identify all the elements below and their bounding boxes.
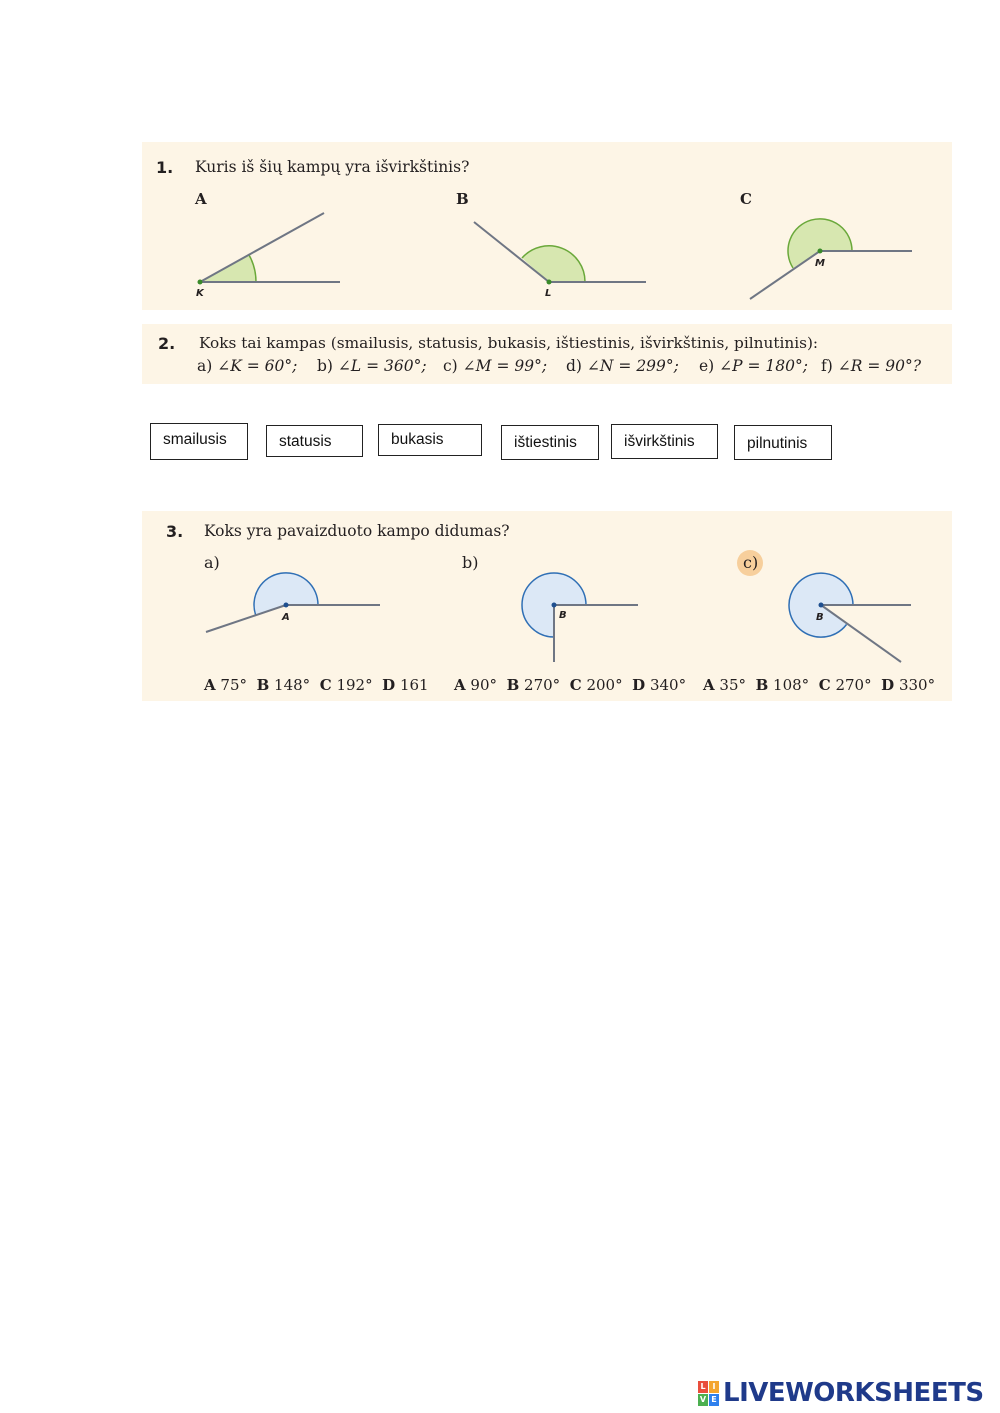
task1-option-a-label: A xyxy=(195,190,207,208)
angle-3a-sector xyxy=(254,573,318,616)
angle-a-vertex-label: K xyxy=(196,288,204,299)
option-letter: A xyxy=(703,676,715,694)
task3-figures xyxy=(0,0,1000,700)
option-letter: C xyxy=(818,676,831,694)
task2-item-e: e) ∠P = 180°; xyxy=(699,357,808,375)
task2-item-c: c) ∠M = 99°; xyxy=(443,357,548,375)
option-letter: C xyxy=(569,676,582,694)
task3-part-b-label: b) xyxy=(462,553,479,572)
angle-b-vertex-label: L xyxy=(545,288,552,299)
option-letter: D xyxy=(881,676,895,694)
task3-part-c-options: A 35° B 108° C 270° D 330° xyxy=(703,676,936,694)
answer-box-isvirkstinis[interactable]: išvirkštinis xyxy=(611,424,718,459)
option-letter: B xyxy=(755,676,769,694)
task1-number: 1. xyxy=(156,158,174,177)
option-letter: C xyxy=(319,676,332,694)
angle-3c-vertex-label: B xyxy=(816,612,824,623)
option-letter: D xyxy=(382,676,396,694)
option-letter: B xyxy=(506,676,520,694)
option-letter: A xyxy=(204,676,216,694)
task2-item-d: d) ∠N = 299°; xyxy=(566,357,679,375)
angle-3a-vertex-dot xyxy=(284,603,289,608)
answer-box-statusis[interactable]: statusis xyxy=(266,425,363,457)
logo-text: LIVEWORKSHEETS xyxy=(723,1378,984,1408)
option-letter: B xyxy=(256,676,270,694)
angle-3c-vertex-dot xyxy=(819,603,824,608)
option-letter: A xyxy=(454,676,466,694)
task3-part-a-options: A 75° B 148° C 192° D 161 xyxy=(204,676,429,694)
task1-option-b-label: B xyxy=(456,190,469,208)
angle-3b-vertex-label: B xyxy=(559,610,567,621)
task2-number: 2. xyxy=(158,334,176,353)
answer-box-istiestinis[interactable]: ištiestinis xyxy=(501,425,599,460)
answer-box-bukasis[interactable]: bukasis xyxy=(378,424,482,456)
option-letter: D xyxy=(632,676,646,694)
task1-option-c-label: C xyxy=(740,190,752,208)
liveworksheets-logo xyxy=(698,1378,984,1408)
angle-c-vertex-label: M xyxy=(815,258,825,269)
task3-part-a-label: a) xyxy=(204,553,220,572)
task3-part-b-options: A 90° B 270° C 200° D 340° xyxy=(454,676,687,694)
task1-question: Kuris iš šių kampų yra išvirkštinis? xyxy=(195,158,470,176)
task2-item-f: f) ∠R = 90°? xyxy=(821,357,922,375)
task3-number: 3. xyxy=(166,522,184,541)
angle-3a-vertex-label: A xyxy=(282,612,290,623)
task3-question: Koks yra pavaizduoto kampo didumas? xyxy=(204,522,510,540)
angle-3a-ray-2 xyxy=(206,605,286,632)
task3-part-c-label: c) xyxy=(743,553,759,572)
task2-item-b: b) ∠L = 360°; xyxy=(317,357,427,375)
logo-mark-icon: L I V E xyxy=(698,1381,719,1406)
angle-3b-vertex-dot xyxy=(552,603,557,608)
answer-box-smailusis[interactable]: smailusis xyxy=(150,423,248,460)
answer-box-pilnutinis[interactable]: pilnutinis xyxy=(734,425,832,460)
task2-item-a: a) ∠K = 60°; xyxy=(197,357,298,375)
task2-question: Koks tai kampas (smailusis, statusis, bukasis, ištiestinis, išvirkštinis, pilnutinis): xyxy=(199,334,819,352)
